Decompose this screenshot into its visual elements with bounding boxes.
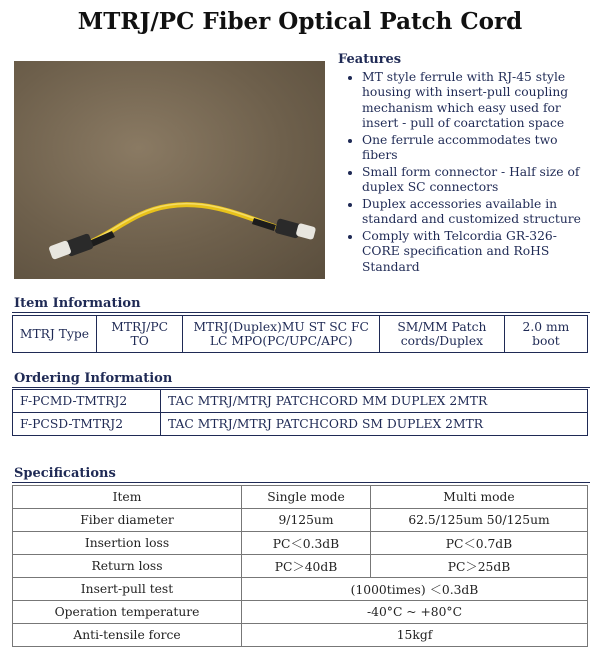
spec-single: PC＜0.3dB <box>242 532 371 555</box>
features-heading: Features <box>338 52 402 67</box>
table-cell: 2.0 mm boot <box>504 316 587 353</box>
spec-single: 9/125um <box>242 509 371 532</box>
product-photo <box>14 61 325 279</box>
specifications-table <box>12 485 588 647</box>
divider <box>12 482 590 483</box>
spec-item: Fiber diameter <box>13 509 242 532</box>
feature-item: • Comply with Telcordia GR-326-CORE specification and RoHS Standard <box>362 229 588 276</box>
feature-item: • One ferrule accommodates two fibers <box>362 133 588 164</box>
order-description: TAC MTRJ/MTRJ PATCHCORD SM DUPLEX 2MTR <box>161 413 588 436</box>
spec-single: PC＞40dB <box>242 555 371 578</box>
column-header: Item <box>13 486 242 509</box>
spec-item: Operation temperature <box>13 601 242 624</box>
spec-item: Insert-pull test <box>13 578 242 601</box>
item-information-heading: Item Information <box>14 296 141 311</box>
spec-item: Insertion loss <box>13 532 242 555</box>
divider <box>12 312 590 313</box>
table-row <box>13 578 588 601</box>
table-cell: MTRJ(Duplex)MU ST SC FC LC MPO(PC/UPC/APC) <box>183 316 380 353</box>
table-row <box>13 624 588 647</box>
table-row <box>13 601 588 624</box>
feature-item: • Duplex accessories available in standard and customized structure <box>362 197 588 228</box>
column-header: Single mode <box>242 486 371 509</box>
features-section <box>338 52 588 276</box>
table-header-row <box>13 486 588 509</box>
ordering-information-table <box>12 389 588 436</box>
spec-both: (1000times) ＜0.3dB <box>242 578 588 601</box>
table-row <box>13 390 588 413</box>
column-header: Multi mode <box>371 486 588 509</box>
order-description: TAC MTRJ/MTRJ PATCHCORD MM DUPLEX 2MTR <box>161 390 588 413</box>
specifications-heading: Specifications <box>14 466 116 481</box>
page-title: MTRJ/PC Fiber Optical Patch Cord <box>77 8 523 35</box>
spec-item: Anti-tensile force <box>13 624 242 647</box>
table-cell: SM/MM Patch cords/Duplex <box>380 316 505 353</box>
spec-multi: PC＞25dB <box>371 555 588 578</box>
feature-item: • MT style ferrule with RJ-45 style housing with insert-pull coupling mechanism which easy used for insert - pull of coarctation space <box>362 70 588 132</box>
table-row <box>13 555 588 578</box>
table-cell: MTRJ/PC TO <box>96 316 182 353</box>
table-row <box>13 413 588 436</box>
item-information-table <box>12 315 588 353</box>
spec-both: 15kgf <box>242 624 588 647</box>
order-code: F-PCSD-TMTRJ2 <box>13 413 161 436</box>
features-list <box>338 70 588 276</box>
spec-multi: 62.5/125um 50/125um <box>371 509 588 532</box>
table-row <box>13 316 588 353</box>
order-code: F-PCMD-TMTRJ2 <box>13 390 161 413</box>
spec-both: -40°C ~ +80°C <box>242 601 588 624</box>
spec-item: Return loss <box>13 555 242 578</box>
feature-item: • Small form connector - Half size of duplex SC connectors <box>362 165 588 196</box>
table-cell: MTRJ Type <box>13 316 97 353</box>
divider <box>12 387 590 388</box>
table-row <box>13 509 588 532</box>
table-row <box>13 532 588 555</box>
spec-multi: PC＜0.7dB <box>371 532 588 555</box>
ordering-information-heading: Ordering Information <box>14 371 173 386</box>
